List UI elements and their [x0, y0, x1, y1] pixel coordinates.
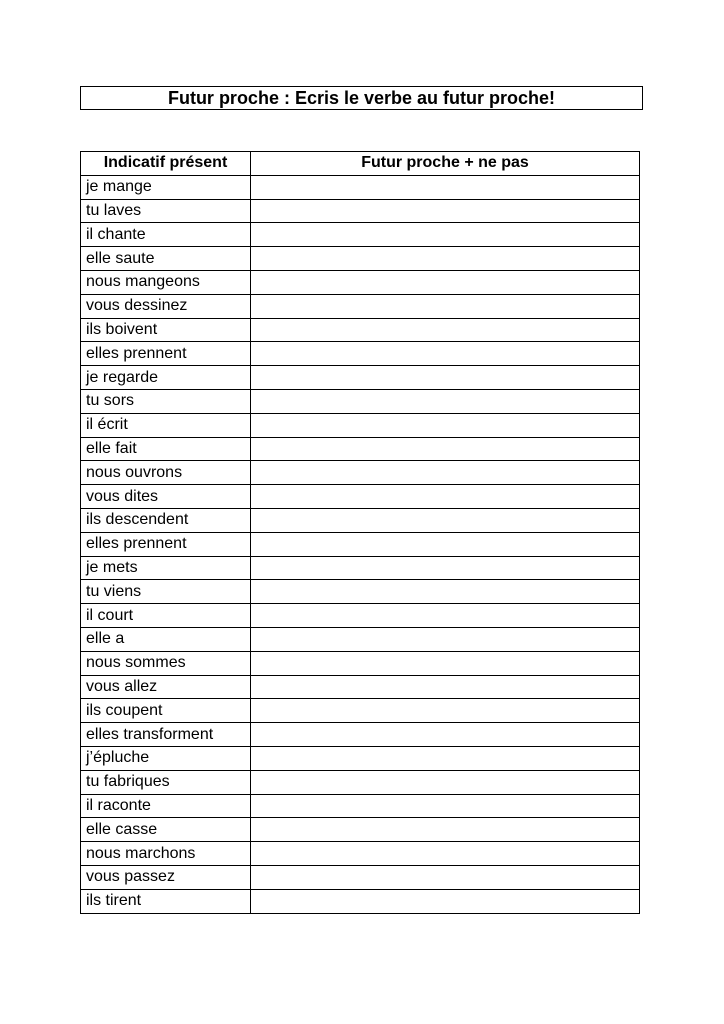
table-row: [81, 366, 640, 390]
table-row: [81, 389, 640, 413]
table-row: [81, 651, 640, 675]
answer-cell[interactable]: [251, 389, 640, 413]
present-tense-cell: elles prennent: [81, 342, 251, 366]
answer-cell[interactable]: [251, 342, 640, 366]
answer-cell[interactable]: [251, 580, 640, 604]
column-header-present: Indicatif présent: [81, 152, 251, 176]
present-tense-cell: tu fabriques: [81, 770, 251, 794]
table-row: [81, 270, 640, 294]
answer-cell[interactable]: [251, 366, 640, 390]
table-row: [81, 247, 640, 271]
table-row: [81, 342, 640, 366]
present-tense-cell: tu laves: [81, 199, 251, 223]
answer-cell[interactable]: [251, 318, 640, 342]
table-row: [81, 604, 640, 628]
answer-cell[interactable]: [251, 746, 640, 770]
present-tense-cell: il écrit: [81, 413, 251, 437]
table-row: [81, 627, 640, 651]
present-tense-cell: vous dessinez: [81, 294, 251, 318]
answer-cell[interactable]: [251, 247, 640, 271]
present-tense-cell: il raconte: [81, 794, 251, 818]
table-row: [81, 199, 640, 223]
answer-cell[interactable]: [251, 818, 640, 842]
present-tense-cell: tu viens: [81, 580, 251, 604]
table-row: [81, 294, 640, 318]
present-tense-cell: vous allez: [81, 675, 251, 699]
present-tense-cell: nous ouvrons: [81, 461, 251, 485]
present-tense-cell: elle casse: [81, 818, 251, 842]
answer-cell[interactable]: [251, 223, 640, 247]
table-row: [81, 437, 640, 461]
present-tense-cell: il chante: [81, 223, 251, 247]
present-tense-cell: vous dites: [81, 485, 251, 509]
answer-cell[interactable]: [251, 270, 640, 294]
table-row: [81, 770, 640, 794]
present-tense-cell: ils descendent: [81, 508, 251, 532]
present-tense-cell: je regarde: [81, 366, 251, 390]
table-row: [81, 175, 640, 199]
conjugation-table: [80, 151, 640, 914]
answer-cell[interactable]: [251, 199, 640, 223]
table-row: [81, 794, 640, 818]
answer-cell[interactable]: [251, 770, 640, 794]
table-row: [81, 223, 640, 247]
present-tense-cell: j’épluche: [81, 746, 251, 770]
table-body: [81, 175, 640, 913]
present-tense-cell: ils boivent: [81, 318, 251, 342]
answer-cell[interactable]: [251, 889, 640, 913]
answer-cell[interactable]: [251, 651, 640, 675]
answer-cell[interactable]: [251, 461, 640, 485]
table-row: [81, 580, 640, 604]
present-tense-cell: tu sors: [81, 389, 251, 413]
worksheet-title: [80, 86, 643, 110]
present-tense-cell: je mange: [81, 175, 251, 199]
answer-cell[interactable]: [251, 413, 640, 437]
answer-cell[interactable]: [251, 627, 640, 651]
table-row: [81, 865, 640, 889]
table-row: [81, 699, 640, 723]
table-row: [81, 532, 640, 556]
answer-cell[interactable]: [251, 604, 640, 628]
worksheet-title-text: Futur proche : Ecris le verbe au futur proche!: [167, 88, 556, 108]
present-tense-cell: il court: [81, 604, 251, 628]
present-tense-cell: elle a: [81, 627, 251, 651]
answer-cell[interactable]: [251, 175, 640, 199]
answer-cell[interactable]: [251, 842, 640, 866]
answer-cell[interactable]: [251, 437, 640, 461]
answer-cell[interactable]: [251, 294, 640, 318]
answer-cell[interactable]: [251, 865, 640, 889]
present-tense-cell: elles prennent: [81, 532, 251, 556]
table-header-row: [81, 152, 640, 176]
table-row: [81, 508, 640, 532]
table-row: [81, 556, 640, 580]
present-tense-cell: nous mangeons: [81, 270, 251, 294]
answer-cell[interactable]: [251, 485, 640, 509]
present-tense-cell: nous marchons: [81, 842, 251, 866]
table-row: [81, 413, 640, 437]
present-tense-cell: ils tirent: [81, 889, 251, 913]
table-row: [81, 675, 640, 699]
answer-cell[interactable]: [251, 532, 640, 556]
present-tense-cell: je mets: [81, 556, 251, 580]
answer-cell[interactable]: [251, 508, 640, 532]
present-tense-cell: elles transforment: [81, 723, 251, 747]
present-tense-cell: vous passez: [81, 865, 251, 889]
answer-cell[interactable]: [251, 699, 640, 723]
table-row: [81, 818, 640, 842]
table-row: [81, 842, 640, 866]
answer-cell[interactable]: [251, 675, 640, 699]
answer-cell[interactable]: [251, 794, 640, 818]
table-row: [81, 461, 640, 485]
answer-cell[interactable]: [251, 723, 640, 747]
table-row: [81, 746, 640, 770]
table-row: [81, 723, 640, 747]
present-tense-cell: ils coupent: [81, 699, 251, 723]
column-header-futur-proche: Futur proche + ne pas: [251, 152, 640, 176]
table-row: [81, 318, 640, 342]
present-tense-cell: nous sommes: [81, 651, 251, 675]
present-tense-cell: elle saute: [81, 247, 251, 271]
answer-cell[interactable]: [251, 556, 640, 580]
table-row: [81, 889, 640, 913]
present-tense-cell: elle fait: [81, 437, 251, 461]
table-row: [81, 485, 640, 509]
